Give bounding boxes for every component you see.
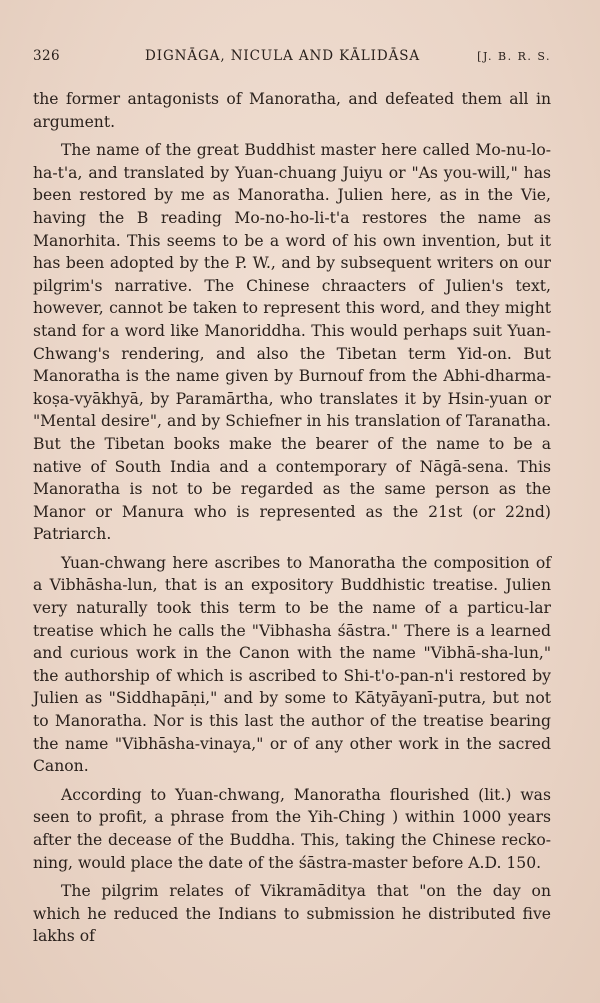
book-page bbox=[33, 48, 551, 948]
paragraph-vibhasha: Yuan-chwang here ascribes to Manoratha the composition of a Vibhāsha-lun, that is an expository Buddhistic treatise. Julien very naturally took this term to be the name of a particu-lar treatise which he calls the "Vibhasha śāstra." There is a learned and curious work in the Canon with the name "Vibhā-sha-lun," the authorship of which is ascribed to Shi-t'o-pan-n'i restored by Julien as "Siddhapāṇi," and by some to Kātyāyanī-putra, but not to Manoratha. Nor is this last the author of the treatise bearing the name "Vibhāsha-vinaya," or of any other work in the sacred Canon. bbox=[33, 553, 551, 776]
running-head bbox=[33, 48, 551, 72]
running-title: DIGNĀGA, NICULA AND KĀLIDĀSA bbox=[145, 48, 421, 64]
paragraph-vikramaditya: The pilgrim relates of Vikramāditya that "on the day on which he reduced the Indians to submission he distributed five lakhs of bbox=[33, 882, 551, 946]
body-text bbox=[33, 88, 551, 948]
paragraph-manoratha-name: The name of the great Buddhist master here called Mo-nu-lo-ha-t'a, and translated by Yuan-chuang Juiyu or "As you-will," has been restored by me as Manoratha. Julien here, as in the Vie, having the B reading Mo-no-ho-li-t'a restores the name as Manorhita. This seems to be a word of his own invention, but it has been adopted by the P. W., and by subsequent writers on our pilgrim's narrative. The Chinese chraacters of Julien's text, however, cannot be taken to represent this word, and they might stand for a word like Manoriddha. This would perhaps suit Yuan-Chwang's rendering, and also the Tibetan term Yid-on. But Manoratha is the name given by Burnouf from the Abhi-dharma-koṣa-vyākhyā, by Paramārtha, who translates it by Hsin-yuan or "Mental desire", and by Schiefner in his translation of Taranatha. But the Tibetan books make the bearer of the name to be a native of South India and a contemporary of Nāgā-sena. This Manoratha is not to be regarded as the same person as the Manor or Manura who is represented as the 21st (or 22nd) Patriarch. bbox=[33, 141, 551, 544]
paragraph-date: According to Yuan-chwang, Manoratha flourished (lit.) was seen to profit, a phrase from the Yih-Ching ) within 1000 years after the decease of the Buddha. This, taking the Chinese recko-ning, would place the date of the śāstra-master before A.D. 150. bbox=[33, 785, 551, 872]
page-number: 326 bbox=[33, 48, 60, 64]
paragraph-continuation: the former antagonists of Manoratha, and defeated them all in argument. bbox=[33, 90, 551, 131]
journal-reference: [J. B. R. S. bbox=[477, 50, 551, 63]
